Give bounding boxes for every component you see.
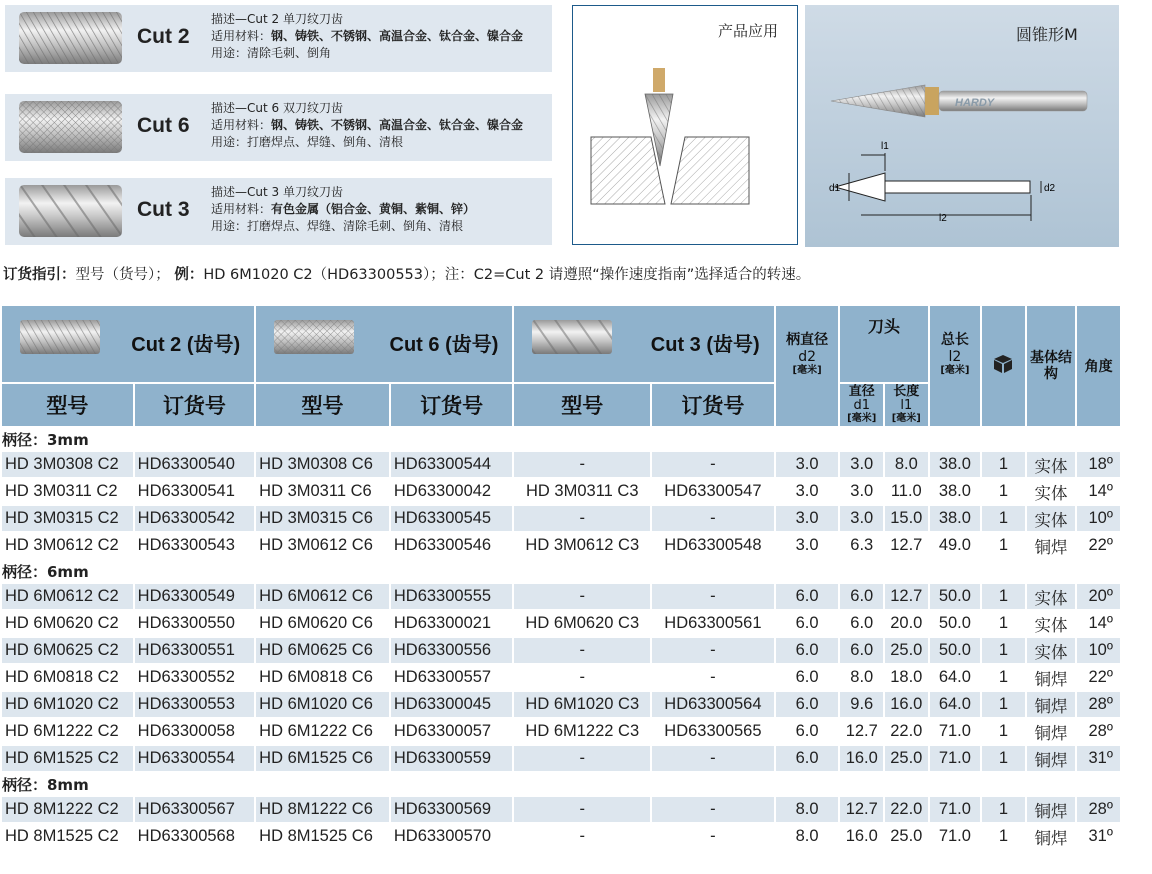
table-row xyxy=(2,746,1120,771)
cut6-model-cell: HD 8M1222 C6 xyxy=(256,797,389,822)
cut3-model-cell: - xyxy=(514,584,650,609)
cut3-order-no-cell: HD63300565 xyxy=(652,719,774,744)
cut2-order-no-cell: HD63300568 xyxy=(135,824,255,849)
head-l1-cell: 25.0 xyxy=(885,638,928,663)
cut2-thumb-icon xyxy=(20,320,100,354)
total-l2-cell: 49.0 xyxy=(930,533,981,558)
group-title: 柄径：8mm xyxy=(2,775,89,794)
table-row xyxy=(2,797,1120,822)
pack-qty-cell: 1 xyxy=(982,506,1025,531)
cut6-order-no-cell: HD63300546 xyxy=(391,533,513,558)
base-structure-cell: 实体 xyxy=(1027,584,1076,609)
table-row xyxy=(2,824,1120,849)
cut6-name: Cut 6 xyxy=(137,114,190,137)
cut2-order-no-cell: HD63300058 xyxy=(135,719,255,744)
cut2-order-no-cell: HD63300567 xyxy=(135,797,255,822)
cut6-thumb-icon xyxy=(274,320,354,354)
group-row xyxy=(2,773,1120,795)
shank-d2-cell: 8.0 xyxy=(776,824,839,849)
angle-cell: 20º xyxy=(1077,584,1120,609)
table-row xyxy=(2,584,1120,609)
pack-qty-cell: 1 xyxy=(982,452,1025,477)
cut6-model-cell: HD 6M0818 C6 xyxy=(256,665,389,690)
cut6-description: 描述—Cut 6 双刀纹刀齿 适用材料：钢、铸铁、不锈钢、高温合金、钛合金、镍合金 用途：打磨焊点、焊缝、倒角、清根 xyxy=(211,101,524,149)
base-structure-cell: 实体 xyxy=(1027,611,1076,636)
head-l1-cell: 22.0 xyxy=(885,719,928,744)
base-structure-cell: 铜焊 xyxy=(1027,746,1076,771)
cut3-order-no-cell: - xyxy=(652,797,774,822)
cut3-model-cell: HD 3M0612 C3 xyxy=(514,533,650,558)
head-diameter-header: 直径 d1 [毫米] xyxy=(840,384,883,426)
cut3-order-header: 订货号 xyxy=(652,384,774,426)
dim-d2: d2 xyxy=(1044,183,1056,194)
table-row xyxy=(2,719,1120,744)
table-row xyxy=(2,506,1120,531)
cut6-model-cell: HD 8M1525 C6 xyxy=(256,824,389,849)
head-d1-cell: 6.3 xyxy=(840,533,883,558)
cut2-column-header: Cut 2 (齿号) xyxy=(2,306,254,382)
cut3-order-no-cell: HD63300547 xyxy=(652,479,774,504)
total-l2-cell: 38.0 xyxy=(930,452,981,477)
shank-d2-cell: 6.0 xyxy=(776,746,839,771)
package-quantity-header xyxy=(982,306,1025,426)
angle-cell: 28º xyxy=(1077,719,1120,744)
cut2-model-header: 型号 xyxy=(2,384,133,426)
total-l2-cell: 50.0 xyxy=(930,584,981,609)
cut6-order-no-cell: HD63300057 xyxy=(391,719,513,744)
head-l1-cell: 20.0 xyxy=(885,611,928,636)
head-l1-cell: 25.0 xyxy=(885,746,928,771)
head-d1-cell: 3.0 xyxy=(840,479,883,504)
shape-panel xyxy=(805,5,1119,247)
cut3-order-no-cell: HD63300548 xyxy=(652,533,774,558)
cut6-order-no-cell: HD63300556 xyxy=(391,638,513,663)
cut2-name: Cut 2 xyxy=(137,25,190,48)
cut2-model-cell: HD 6M0612 C2 xyxy=(2,584,133,609)
angle-cell: 22º xyxy=(1077,665,1120,690)
cut6-model-cell: HD 3M0315 C6 xyxy=(256,506,389,531)
cut6-model-cell: HD 3M0311 C6 xyxy=(256,479,389,504)
total-l2-cell: 71.0 xyxy=(930,797,981,822)
angle-cell: 14º xyxy=(1077,611,1120,636)
group-row xyxy=(2,560,1120,582)
head-d1-cell: 6.0 xyxy=(840,584,883,609)
pack-qty-cell: 1 xyxy=(982,479,1025,504)
base-structure-cell: 铜焊 xyxy=(1027,824,1076,849)
cut6-order-no-cell: HD63300042 xyxy=(391,479,513,504)
shank-d2-cell: 6.0 xyxy=(776,611,839,636)
cut3-order-no-cell: - xyxy=(652,746,774,771)
application-panel xyxy=(572,5,798,245)
pack-qty-cell: 1 xyxy=(982,746,1025,771)
cut3-column-header: Cut 3 (齿号) xyxy=(514,306,773,382)
shank-d2-cell: 6.0 xyxy=(776,584,839,609)
pack-qty-cell: 1 xyxy=(982,665,1025,690)
dim-l2: l2 xyxy=(939,213,947,224)
cut6-model-cell: HD 3M0308 C6 xyxy=(256,452,389,477)
cut2-order-header: 订货号 xyxy=(135,384,255,426)
cut3-order-no-cell: - xyxy=(652,824,774,849)
head-l1-cell: 12.7 xyxy=(885,533,928,558)
group-row xyxy=(2,428,1120,450)
head-l1-cell: 11.0 xyxy=(885,479,928,504)
cut3-order-no-cell: HD63300561 xyxy=(652,611,774,636)
cutter-head-header: 刀头 xyxy=(840,306,927,382)
cut3-model-header: 型号 xyxy=(514,384,650,426)
cut2-model-cell: HD 6M1525 C2 xyxy=(2,746,133,771)
cut2-model-cell: HD 6M0818 C2 xyxy=(2,665,133,690)
shank-diameter-header: 柄直径 d2 [毫米] xyxy=(776,306,839,426)
cut3-card xyxy=(5,178,552,245)
base-structure-cell: 实体 xyxy=(1027,506,1076,531)
shank-d2-cell: 6.0 xyxy=(776,719,839,744)
head-d1-cell: 6.0 xyxy=(840,611,883,636)
shape-drawing xyxy=(805,5,1119,247)
cut3-description: 描述—Cut 3 单刀纹刀齿 适用材料：有色金属（铝合金、黄铜、紫铜、锌） 用途：打磨焊点、焊缝、清除毛刺、倒角、清根 xyxy=(211,185,476,233)
cut2-model-cell: HD 3M0308 C2 xyxy=(2,452,133,477)
cut6-card xyxy=(5,94,552,161)
cut6-order-header: 订货号 xyxy=(391,384,513,426)
cut6-model-cell: HD 6M1525 C6 xyxy=(256,746,389,771)
table-row xyxy=(2,611,1120,636)
head-d1-cell: 12.7 xyxy=(840,797,883,822)
dim-d1: d1 xyxy=(829,183,841,194)
cut2-model-cell: HD 3M0612 C2 xyxy=(2,533,133,558)
angle-cell: 18º xyxy=(1077,452,1120,477)
cut2-model-cell: HD 3M0311 C2 xyxy=(2,479,133,504)
cut2-order-no-cell: HD63300551 xyxy=(135,638,255,663)
cut2-model-cell: HD 6M1222 C2 xyxy=(2,719,133,744)
cut2-order-no-cell: HD63300549 xyxy=(135,584,255,609)
base-structure-cell: 实体 xyxy=(1027,452,1076,477)
base-structure-cell: 铜焊 xyxy=(1027,533,1076,558)
table-row xyxy=(2,479,1120,504)
cut3-model-cell: - xyxy=(514,824,650,849)
angle-cell: 14º xyxy=(1077,479,1120,504)
angle-cell: 28º xyxy=(1077,797,1120,822)
head-l1-cell: 22.0 xyxy=(885,797,928,822)
cut2-model-cell: HD 6M0620 C2 xyxy=(2,611,133,636)
head-d1-cell: 9.6 xyxy=(840,692,883,717)
cut3-model-cell: HD 6M0620 C3 xyxy=(514,611,650,636)
base-structure-cell: 铜焊 xyxy=(1027,665,1076,690)
shank-d2-cell: 6.0 xyxy=(776,665,839,690)
pack-qty-cell: 1 xyxy=(982,584,1025,609)
pack-qty-cell: 1 xyxy=(982,611,1025,636)
angle-cell: 31º xyxy=(1077,824,1120,849)
shank-d2-cell: 6.0 xyxy=(776,692,839,717)
head-d1-cell: 3.0 xyxy=(840,506,883,531)
head-d1-cell: 16.0 xyxy=(840,824,883,849)
head-d1-cell: 3.0 xyxy=(840,452,883,477)
cut3-model-cell: - xyxy=(514,665,650,690)
cut6-model-cell: HD 6M0620 C6 xyxy=(256,611,389,636)
shank-d2-cell: 3.0 xyxy=(776,452,839,477)
cut6-order-no-cell: HD63300555 xyxy=(391,584,513,609)
head-l1-cell: 8.0 xyxy=(885,452,928,477)
base-structure-header: 基体结构 xyxy=(1027,306,1076,426)
pack-qty-cell: 1 xyxy=(982,638,1025,663)
total-l2-cell: 50.0 xyxy=(930,638,981,663)
angle-cell: 22º xyxy=(1077,533,1120,558)
cut2-order-no-cell: HD63300554 xyxy=(135,746,255,771)
cut6-order-no-cell: HD63300545 xyxy=(391,506,513,531)
cut6-model-cell: HD 6M1222 C6 xyxy=(256,719,389,744)
cut2-order-no-cell: HD63300552 xyxy=(135,665,255,690)
head-d1-cell: 12.7 xyxy=(840,719,883,744)
table-row xyxy=(2,638,1120,663)
table-row xyxy=(2,692,1120,717)
cut6-order-no-cell: HD63300544 xyxy=(391,452,513,477)
table-row xyxy=(2,533,1120,558)
cut3-model-cell: HD 6M1020 C3 xyxy=(514,692,650,717)
cut2-card xyxy=(5,5,552,72)
cut6-model-cell: HD 6M0625 C6 xyxy=(256,638,389,663)
cut2-model-cell: HD 8M1222 C2 xyxy=(2,797,133,822)
shank-d2-cell: 3.0 xyxy=(776,533,839,558)
cut3-model-cell: - xyxy=(514,746,650,771)
shank-d2-cell: 8.0 xyxy=(776,797,839,822)
head-l1-cell: 12.7 xyxy=(885,584,928,609)
base-structure-cell: 实体 xyxy=(1027,479,1076,504)
base-structure-cell: 铜焊 xyxy=(1027,692,1076,717)
application-title: 产品应用 xyxy=(718,22,779,40)
application-illustration xyxy=(573,6,797,244)
cut3-order-no-cell: HD63300564 xyxy=(652,692,774,717)
cut2-order-no-cell: HD63300553 xyxy=(135,692,255,717)
dim-l1: l1 xyxy=(881,141,889,152)
cut3-thumb-icon xyxy=(532,320,612,354)
cut6-model-cell: HD 3M0612 C6 xyxy=(256,533,389,558)
cut6-model-header: 型号 xyxy=(256,384,389,426)
table-row xyxy=(2,452,1120,477)
cut3-burr-image xyxy=(19,185,122,237)
cut6-order-no-cell: HD63300021 xyxy=(391,611,513,636)
head-length-header: 长度 l1 [毫米] xyxy=(885,384,928,426)
cut3-model-cell: - xyxy=(514,452,650,477)
cut3-order-no-cell: - xyxy=(652,638,774,663)
cut2-model-cell: HD 3M0315 C2 xyxy=(2,506,133,531)
cut2-order-no-cell: HD63300550 xyxy=(135,611,255,636)
cut6-order-no-cell: HD63300569 xyxy=(391,797,513,822)
angle-cell: 10º xyxy=(1077,638,1120,663)
shank-d2-cell: 3.0 xyxy=(776,506,839,531)
head-l1-cell: 16.0 xyxy=(885,692,928,717)
total-l2-cell: 64.0 xyxy=(930,665,981,690)
cut2-model-cell: HD 6M1020 C2 xyxy=(2,692,133,717)
total-l2-cell: 71.0 xyxy=(930,824,981,849)
total-l2-cell: 50.0 xyxy=(930,611,981,636)
total-l2-cell: 64.0 xyxy=(930,692,981,717)
cut3-order-no-cell: - xyxy=(652,584,774,609)
cut2-order-no-cell: HD63300540 xyxy=(135,452,255,477)
cut6-model-cell: HD 6M0612 C6 xyxy=(256,584,389,609)
angle-cell: 28º xyxy=(1077,692,1120,717)
head-d1-cell: 6.0 xyxy=(840,638,883,663)
cut6-order-no-cell: HD63300559 xyxy=(391,746,513,771)
cut3-model-cell: HD 6M1222 C3 xyxy=(514,719,650,744)
pack-qty-cell: 1 xyxy=(982,824,1025,849)
cut3-model-cell: HD 3M0311 C3 xyxy=(514,479,650,504)
cut3-order-no-cell: - xyxy=(652,452,774,477)
base-structure-cell: 铜焊 xyxy=(1027,797,1076,822)
cut3-model-cell: - xyxy=(514,797,650,822)
cut3-order-no-cell: - xyxy=(652,506,774,531)
pack-qty-cell: 1 xyxy=(982,533,1025,558)
cut6-order-no-cell: HD63300045 xyxy=(391,692,513,717)
cut3-order-no-cell: - xyxy=(652,665,774,690)
brand-label: HARDY xyxy=(955,97,995,109)
cut6-order-no-cell: HD63300557 xyxy=(391,665,513,690)
cut2-description: 描述—Cut 2 单刀纹刀齿 适用材料：钢、铸铁、不锈钢、高温合金、钛合金、镍合金 用途：清除毛刺、倒角 xyxy=(211,12,524,60)
cut3-model-cell: - xyxy=(514,638,650,663)
angle-header: 角度 xyxy=(1077,306,1120,426)
table-row xyxy=(2,665,1120,690)
total-l2-cell: 38.0 xyxy=(930,506,981,531)
shape-title: 圆锥形M xyxy=(1016,25,1078,44)
pack-qty-cell: 1 xyxy=(982,692,1025,717)
shank-d2-cell: 6.0 xyxy=(776,638,839,663)
shank-d2-cell: 3.0 xyxy=(776,479,839,504)
head-l1-cell: 15.0 xyxy=(885,506,928,531)
cut2-order-no-cell: HD63300541 xyxy=(135,479,255,504)
angle-cell: 31º xyxy=(1077,746,1120,771)
pack-qty-cell: 1 xyxy=(982,797,1025,822)
cut6-burr-image xyxy=(19,101,122,153)
total-length-header: 总长 l2 [毫米] xyxy=(930,306,981,426)
head-l1-cell: 25.0 xyxy=(885,824,928,849)
cut2-model-cell: HD 6M0625 C2 xyxy=(2,638,133,663)
head-l1-cell: 18.0 xyxy=(885,665,928,690)
cut6-order-no-cell: HD63300570 xyxy=(391,824,513,849)
ordering-guide: 订货指引：型号（货号）； 例：HD 6M1020 C2（HD63300553）；注：C2=Cut 2 请遵照“操作速度指南”选择适合的转速。 xyxy=(3,267,811,283)
cut6-column-header: Cut 6 (齿号) xyxy=(256,306,512,382)
box-icon xyxy=(991,352,1015,376)
head-d1-cell: 8.0 xyxy=(840,665,883,690)
total-l2-cell: 71.0 xyxy=(930,719,981,744)
cut6-model-cell: HD 6M1020 C6 xyxy=(256,692,389,717)
cut2-order-no-cell: HD63300543 xyxy=(135,533,255,558)
angle-cell: 10º xyxy=(1077,506,1120,531)
cut2-order-no-cell: HD63300542 xyxy=(135,506,255,531)
group-title: 柄径：6mm xyxy=(2,562,89,581)
cut2-model-cell: HD 8M1525 C2 xyxy=(2,824,133,849)
group-title: 柄径：3mm xyxy=(2,430,89,449)
total-l2-cell: 71.0 xyxy=(930,746,981,771)
total-l2-cell: 38.0 xyxy=(930,479,981,504)
cut3-model-cell: - xyxy=(514,506,650,531)
base-structure-cell: 实体 xyxy=(1027,638,1076,663)
base-structure-cell: 铜焊 xyxy=(1027,719,1076,744)
spec-table xyxy=(0,304,1122,851)
head-d1-cell: 16.0 xyxy=(840,746,883,771)
cut2-burr-image xyxy=(19,12,122,64)
cut3-name: Cut 3 xyxy=(137,198,190,221)
pack-qty-cell: 1 xyxy=(982,719,1025,744)
